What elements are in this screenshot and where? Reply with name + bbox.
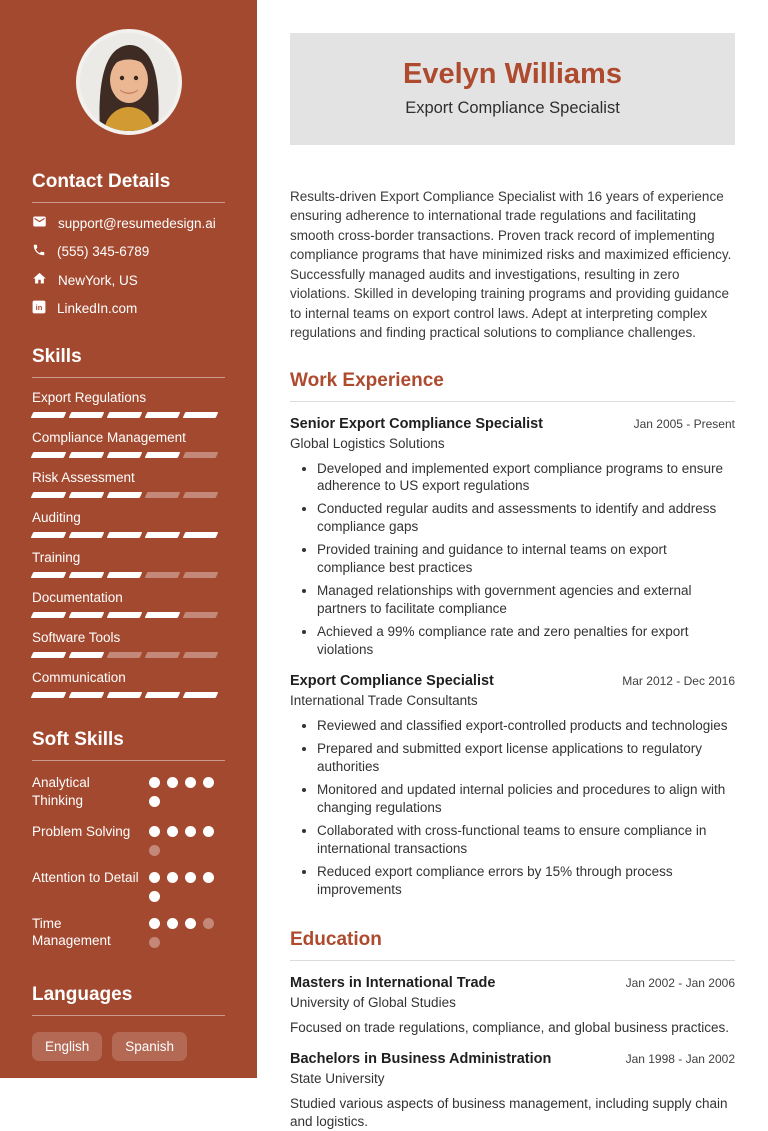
bar-segment-filled [145,692,181,698]
dot-filled [149,777,160,788]
contact-text: LinkedIn.com [57,301,138,316]
bar-segment-filled [107,412,143,418]
job-company: Global Logistics Solutions [290,435,445,451]
job-bullets [290,717,735,899]
bar-segment-filled [69,572,105,578]
skills-title: Skills [32,346,225,378]
bar-segment-filled [183,532,219,538]
dot-filled [149,826,160,837]
profile-photo-ring [76,29,182,135]
bar-segment-filled [69,532,105,538]
soft-skill-item [32,869,225,902]
bar-segment-filled [69,452,105,458]
soft-skill-dots [149,915,225,951]
education-header [290,975,735,991]
bar-segment-filled [31,572,67,578]
job-bullet: • Reduced export compliance errors by 15% through process improvements [317,863,735,899]
skill-item [32,670,225,698]
bar-segment-empty [183,452,219,458]
dot-filled [167,826,178,837]
soft-skills-list [32,774,225,950]
job-bullet: • Collaborated with cross-functional teams to ensure compliance in international transactions [317,822,735,858]
soft-skills-title: Soft Skills [32,729,225,761]
skill-bar [32,572,225,578]
bar-segment-filled [31,532,67,538]
job-bullet: • Provided training and guidance to internal teams on export compliance best practices [317,541,735,577]
skill-item [32,510,225,538]
dot-filled [149,918,160,929]
soft-skill-item [32,774,225,810]
soft-skill-name: Problem Solving [32,823,131,839]
skill-name: Risk Assessment [32,470,135,485]
bar-segment-filled [107,532,143,538]
skill-name: Compliance Management [32,430,186,445]
skill-name: Communication [32,670,126,685]
skill-name: Documentation [32,590,123,605]
bar-segment-filled [31,612,67,618]
home-icon [32,271,47,289]
skill-name: Training [32,550,81,565]
dot-filled [185,777,196,788]
name-header [290,33,735,145]
contact-item [32,214,225,232]
linkedin-icon [32,300,46,317]
job-bullet: • Developed and implemented export compliance programs to ensure adherence to US export regulations [317,460,735,496]
svg-text:in: in [35,303,43,313]
job-entry [290,673,735,899]
education-dates: Jan 1998 - Jan 2002 [625,1051,735,1066]
bar-segment-filled [107,492,143,498]
languages-title: Languages [32,984,225,1016]
job-bullet: • Managed relationships with government agencies and external partners to facilitate compliance [317,582,735,618]
skill-item [32,430,225,458]
dot-filled [203,826,214,837]
bar-segment-filled [107,572,143,578]
skill-bar [32,692,225,698]
skill-name: Auditing [32,510,81,525]
bar-segment-empty [183,492,219,498]
bar-segment-filled [69,612,105,618]
bar-segment-filled [145,452,181,458]
job-dates: Mar 2012 - Dec 2016 [622,674,735,689]
job-bullet: • Prepared and submitted export license applications to regulatory authorities [317,740,735,776]
job-bullet: • Conducted regular audits and assessments to identify and address compliance gaps [317,500,735,536]
language-pill: Spanish [112,1032,187,1061]
dot-empty [149,845,160,856]
bar-segment-filled [31,412,67,418]
candidate-name: Evelyn Williams [403,58,622,90]
dot-filled [185,826,196,837]
job-dates: Jan 2005 - Present [633,416,735,431]
contact-text: NewYork, US [58,272,138,288]
bar-segment-filled [31,492,67,498]
bar-segment-filled [31,452,67,458]
job-bullet: • Achieved a 99% compliance rate and zero penalties for export violations [317,623,735,659]
jobs-list [290,416,735,899]
phone-icon [32,243,46,260]
soft-skill-dots [149,869,225,902]
bar-segment-filled [69,692,105,698]
profile-photo [71,29,187,145]
bar-segment-filled [107,452,143,458]
contact-list [32,214,225,317]
education-section [290,929,735,1131]
dot-filled [167,918,178,929]
avatar-illustration [80,33,178,131]
job-company: International Trade Consultants [290,693,478,709]
dot-filled [185,872,196,883]
skill-bar [32,532,225,538]
skill-bar [32,652,225,658]
bar-segment-filled [145,412,181,418]
skill-item [32,390,225,418]
dot-empty [149,937,160,948]
bar-segment-filled [107,612,143,618]
soft-skill-item [32,915,225,951]
bar-segment-empty [145,492,181,498]
degree-title: Masters in International Trade [290,974,496,991]
dot-filled [203,777,214,788]
soft-skills-section [32,729,225,950]
soft-skill-dots [149,823,225,856]
dot-filled [203,872,214,883]
soft-skill-name: Time Management [32,915,111,949]
soft-skill-item [32,823,225,856]
contact-item [32,243,225,260]
dot-filled [149,872,160,883]
languages-section [32,984,225,1061]
education-list [290,975,735,1131]
languages-list [32,1032,225,1061]
sidebar [0,0,257,1078]
education-title: Education [290,929,735,961]
degree-title: Bachelors in Business Administration [290,1050,552,1067]
skill-bar [32,492,225,498]
candidate-title: Export Compliance Specialist [405,99,620,117]
work-experience-section [290,370,735,899]
dot-filled [167,872,178,883]
bar-segment-empty [145,572,181,578]
school-name: State University [290,1070,385,1086]
job-bullet: • Monitored and updated internal policies and procedures to align with changing regulations [317,781,735,817]
soft-skill-name: Analytical Thinking [32,775,90,808]
school-name: University of Global Studies [290,994,456,1010]
soft-skill-name: Attention to Detail [32,869,139,885]
bar-segment-filled [183,412,219,418]
work-experience-title: Work Experience [290,370,735,402]
bar-segment-filled [145,532,181,538]
skill-item [32,470,225,498]
contact-section [32,171,225,317]
skill-item [32,550,225,578]
job-bullet: • Reviewed and classified export-controlled products and technologies [317,717,735,735]
contact-text: support@resumedesign.ai [58,215,216,231]
job-title: Senior Export Compliance Specialist [290,415,544,432]
bar-segment-filled [69,412,105,418]
contact-text: (555) 345-6789 [57,244,150,259]
bar-segment-empty [183,572,219,578]
job-entry [290,416,735,660]
email-icon [32,214,47,232]
skill-name: Export Regulations [32,390,147,405]
language-pill: English [32,1032,102,1061]
skill-bar [32,412,225,418]
skill-item [32,590,225,618]
skills-section [32,346,225,698]
job-header [290,673,735,689]
main-column [257,0,768,1131]
soft-skill-dots [149,774,225,810]
bar-segment-empty [183,612,219,618]
bar-segment-filled [107,692,143,698]
bar-segment-filled [69,492,105,498]
education-header [290,1051,735,1067]
skill-item [32,630,225,658]
bar-segment-filled [69,652,105,658]
dot-filled [149,891,160,902]
bar-segment-empty [183,652,219,658]
bar-segment-empty [145,652,181,658]
contact-title: Contact Details [32,171,225,203]
dot-filled [185,918,196,929]
skill-bar [32,612,225,618]
bar-segment-filled [145,612,181,618]
dot-filled [167,777,178,788]
bar-segment-filled [31,692,67,698]
education-description: Studied various aspects of business management, including supply chain and logistics. [290,1095,728,1130]
job-header [290,416,735,432]
education-entry [290,1051,735,1131]
job-title: Export Compliance Specialist [290,673,494,690]
bar-segment-filled [31,652,67,658]
bar-segment-empty [107,652,143,658]
dot-empty [203,918,214,929]
skill-bar [32,452,225,458]
contact-item [32,300,225,317]
summary-paragraph: Results-driven Export Compliance Specialist with 16 years of experience ensuring adherence to international trade regulations and facilitating smooth cross-border transactions. Proven track record of implementing compliance programs that have minimized risks and maximized efficiency. Successfully managed audits and investigations, resulting in zero violations. Skilled in developing training programs and providing guidance to internal teams on export control laws. Adept at interpreting complex regulations and finding practical solutions to compliance challenges. [290,189,732,341]
job-bullets [290,460,735,660]
education-entry [290,975,735,1037]
education-dates: Jan 2002 - Jan 2006 [625,975,735,990]
dot-filled [149,796,160,807]
bar-segment-filled [183,692,219,698]
skills-list [32,390,225,698]
education-description: Focused on trade regulations, compliance, and global business practices. [290,1019,730,1035]
contact-item [32,271,225,289]
skill-name: Software Tools [32,630,121,645]
